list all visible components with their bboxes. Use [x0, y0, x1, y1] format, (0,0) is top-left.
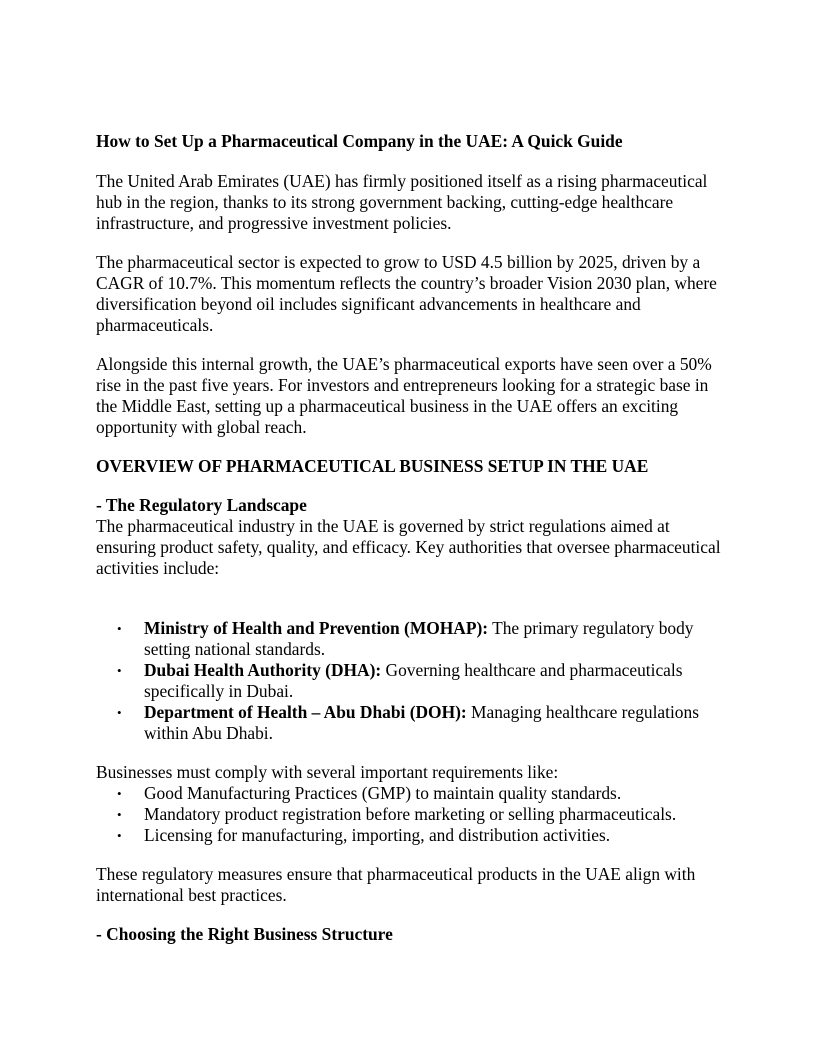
- requirements-list: [96, 783, 726, 846]
- authority-name: Dubai Health Authority (DHA):: [144, 660, 382, 680]
- list-item: [96, 702, 726, 744]
- document-page: [96, 131, 726, 945]
- list-item: [96, 783, 726, 804]
- list-item: [96, 618, 726, 660]
- section-heading: OVERVIEW OF PHARMACEUTICAL BUSINESS SETUP IN THE UAE: [96, 456, 649, 476]
- authority-desc: Governing healthcare and pharmaceuticals specifically in Dubai.: [144, 660, 683, 701]
- requirement-text: Good Manufacturing Practices (GMP) to maintain quality standards.: [144, 783, 622, 803]
- bullet-icon: •: [117, 807, 122, 822]
- regulatory-closing: These regulatory measures ensure that pharmaceutical products in the UAE align with international best practices.: [96, 864, 696, 905]
- authority-desc: Managing healthcare regulations within Abu Dhabi.: [144, 702, 699, 743]
- subheading-regulatory: - The Regulatory Landscape: [96, 495, 307, 515]
- authority-name: Department of Health – Abu Dhabi (DOH):: [144, 702, 467, 722]
- requirements-intro: Businesses must comply with several important requirements like:: [96, 762, 559, 782]
- bullet-icon: •: [117, 828, 122, 843]
- list-item: [96, 660, 726, 702]
- intro-paragraph: Alongside this internal growth, the UAE’s pharmaceutical exports have seen over a 50% rise in the past five years. For investors and entrepreneurs looking for a strategic base in the Middle East, setting up a pharmaceutical business in the UAE offers an exciting opportunity with global reach.: [96, 354, 712, 437]
- authorities-list: [96, 618, 726, 744]
- bullet-icon: •: [117, 621, 122, 636]
- list-item: [96, 825, 726, 846]
- bullet-icon: •: [117, 786, 122, 801]
- requirement-text: Licensing for manufacturing, importing, and distribution activities.: [144, 825, 611, 845]
- bullet-icon: •: [117, 705, 122, 720]
- subheading-business-structure: - Choosing the Right Business Structure: [96, 924, 393, 944]
- regulatory-intro: The pharmaceutical industry in the UAE is governed by strict regulations aimed at ensuring product safety, quality, and efficacy. Key authorities that oversee pharmaceutical activities include:: [96, 516, 721, 578]
- authority-desc: The primary regulatory body setting national standards.: [144, 618, 694, 659]
- authority-name: Ministry of Health and Prevention (MOHAP):: [144, 618, 489, 638]
- list-item: [96, 804, 726, 825]
- document-title: How to Set Up a Pharmaceutical Company in the UAE: A Quick Guide: [96, 131, 623, 151]
- requirement-text: Mandatory product registration before marketing or selling pharmaceuticals.: [144, 804, 677, 824]
- bullet-icon: •: [117, 663, 122, 678]
- intro-paragraph: The pharmaceutical sector is expected to grow to USD 4.5 billion by 2025, driven by a CAGR of 10.7%. This momentum reflects the country’s broader Vision 2030 plan, where diversification beyond oil includes significant advancements in healthcare and pharmaceuticals.: [96, 252, 717, 335]
- intro-paragraph: The United Arab Emirates (UAE) has firmly positioned itself as a rising pharmaceutical hub in the region, thanks to its strong government backing, cutting-edge healthcare infrastructure, and progressive investment policies.: [96, 171, 708, 233]
